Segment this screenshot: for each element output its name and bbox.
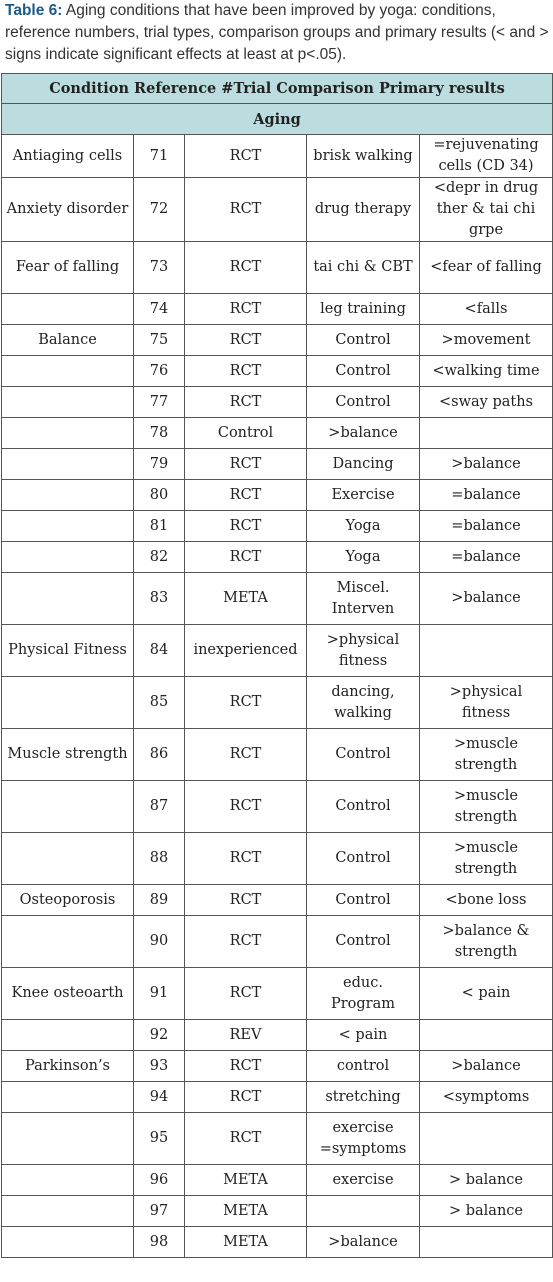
cell-result <box>420 1020 553 1051</box>
cell-comparison: Miscel. Interven <box>307 573 420 625</box>
table-row <box>2 449 553 480</box>
cell-condition <box>2 418 134 449</box>
cell-result: <sway paths <box>420 387 553 418</box>
cell-result: >balance <box>420 573 553 625</box>
table-row <box>2 1020 553 1051</box>
cell-trial: Control <box>185 418 307 449</box>
cell-trial: RCT <box>185 449 307 480</box>
cell-comparison <box>307 1196 420 1227</box>
table-header: Condition Reference #Trial Comparison Primary results <box>2 74 553 104</box>
cell-trial: RCT <box>185 833 307 885</box>
cell-condition: Knee osteoarth <box>2 968 134 1020</box>
cell-condition <box>2 573 134 625</box>
cell-trial: RCT <box>185 387 307 418</box>
table-row <box>2 729 553 781</box>
cell-ref: 94 <box>134 1082 185 1113</box>
caption-label: Table 6: <box>5 2 63 19</box>
cell-ref: 89 <box>134 885 185 916</box>
cell-condition <box>2 1227 134 1258</box>
table-row <box>2 135 553 178</box>
cell-condition: Fear of falling <box>2 242 134 294</box>
cell-trial: RCT <box>185 294 307 325</box>
cell-trial: RCT <box>185 885 307 916</box>
cell-result: > balance <box>420 1196 553 1227</box>
cell-condition: Balance <box>2 325 134 356</box>
aging-table <box>1 73 553 1258</box>
cell-trial: RCT <box>185 480 307 511</box>
cell-trial: META <box>185 573 307 625</box>
cell-condition <box>2 449 134 480</box>
cell-ref: 71 <box>134 135 185 178</box>
table-header-row <box>2 74 553 104</box>
cell-condition <box>2 833 134 885</box>
cell-comparison: brisk walking <box>307 135 420 178</box>
cell-condition: Physical Fitness <box>2 625 134 677</box>
cell-condition: Muscle strength <box>2 729 134 781</box>
cell-comparison: Exercise <box>307 480 420 511</box>
cell-trial: RCT <box>185 781 307 833</box>
cell-ref: 95 <box>134 1113 185 1165</box>
cell-trial: RCT <box>185 242 307 294</box>
table-row <box>2 178 553 242</box>
table-row <box>2 1082 553 1113</box>
cell-result <box>420 1113 553 1165</box>
cell-ref: 75 <box>134 325 185 356</box>
cell-comparison: >balance <box>307 418 420 449</box>
cell-result: =balance <box>420 511 553 542</box>
cell-result: =balance <box>420 542 553 573</box>
cell-ref: 88 <box>134 833 185 885</box>
table-row <box>2 916 553 968</box>
cell-ref: 85 <box>134 677 185 729</box>
table-row <box>2 833 553 885</box>
table-row <box>2 781 553 833</box>
cell-result: >muscle strength <box>420 781 553 833</box>
cell-ref: 90 <box>134 916 185 968</box>
cell-comparison: >balance <box>307 1227 420 1258</box>
cell-comparison: leg training <box>307 294 420 325</box>
table-row <box>2 511 553 542</box>
table-caption <box>5 0 551 66</box>
cell-ref: 81 <box>134 511 185 542</box>
cell-comparison: Control <box>307 729 420 781</box>
table-row <box>2 480 553 511</box>
cell-trial: RCT <box>185 135 307 178</box>
cell-trial: RCT <box>185 511 307 542</box>
cell-comparison: Control <box>307 387 420 418</box>
cell-ref: 83 <box>134 573 185 625</box>
cell-result <box>420 625 553 677</box>
cell-condition <box>2 511 134 542</box>
cell-condition: Parkinson’s <box>2 1051 134 1082</box>
cell-trial: META <box>185 1227 307 1258</box>
cell-condition <box>2 480 134 511</box>
cell-result: < pain <box>420 968 553 1020</box>
cell-comparison: educ. Program <box>307 968 420 1020</box>
cell-result: > balance <box>420 1165 553 1196</box>
cell-ref: 98 <box>134 1227 185 1258</box>
cell-trial: RCT <box>185 1051 307 1082</box>
table-row <box>2 885 553 916</box>
cell-result: =rejuvenating cells (CD 34) <box>420 135 553 178</box>
cell-trial: RCT <box>185 729 307 781</box>
caption-text: Aging conditions that have been improved by yoga: conditions, reference numbers, trial types, comparison groups and primary results (< and > signs indicate significant effects at least at p<.05). <box>5 2 549 63</box>
cell-result: <bone loss <box>420 885 553 916</box>
cell-result: >muscle strength <box>420 833 553 885</box>
cell-result: >muscle strength <box>420 729 553 781</box>
cell-ref: 86 <box>134 729 185 781</box>
cell-condition <box>2 677 134 729</box>
cell-condition <box>2 1113 134 1165</box>
cell-comparison: drug therapy <box>307 178 420 242</box>
cell-trial: RCT <box>185 1113 307 1165</box>
table-row <box>2 294 553 325</box>
cell-comparison: Yoga <box>307 542 420 573</box>
cell-comparison: Control <box>307 885 420 916</box>
cell-comparison: Control <box>307 833 420 885</box>
cell-trial: inexperienced <box>185 625 307 677</box>
cell-comparison: Control <box>307 916 420 968</box>
section-row <box>2 104 553 135</box>
table-row <box>2 242 553 294</box>
cell-trial: META <box>185 1196 307 1227</box>
table-row <box>2 356 553 387</box>
table-row <box>2 1196 553 1227</box>
cell-comparison: tai chi & CBT <box>307 242 420 294</box>
cell-condition: Anxiety disorder <box>2 178 134 242</box>
cell-result: <fear of falling <box>420 242 553 294</box>
cell-ref: 84 <box>134 625 185 677</box>
cell-ref: 78 <box>134 418 185 449</box>
cell-condition <box>2 781 134 833</box>
cell-ref: 97 <box>134 1196 185 1227</box>
cell-condition <box>2 1020 134 1051</box>
cell-result: <depr in drug ther & tai chi grpe <box>420 178 553 242</box>
table-row <box>2 573 553 625</box>
cell-trial: RCT <box>185 325 307 356</box>
cell-result: =balance <box>420 480 553 511</box>
cell-condition <box>2 356 134 387</box>
cell-ref: 96 <box>134 1165 185 1196</box>
cell-comparison: Control <box>307 356 420 387</box>
table-row <box>2 542 553 573</box>
cell-result <box>420 1227 553 1258</box>
cell-condition <box>2 1082 134 1113</box>
cell-condition: Osteoporosis <box>2 885 134 916</box>
table-row <box>2 387 553 418</box>
table-row <box>2 1165 553 1196</box>
cell-comparison: Control <box>307 325 420 356</box>
cell-comparison: < pain <box>307 1020 420 1051</box>
cell-ref: 76 <box>134 356 185 387</box>
cell-ref: 92 <box>134 1020 185 1051</box>
cell-ref: 91 <box>134 968 185 1020</box>
cell-ref: 72 <box>134 178 185 242</box>
cell-ref: 79 <box>134 449 185 480</box>
cell-ref: 77 <box>134 387 185 418</box>
cell-trial: RCT <box>185 968 307 1020</box>
cell-comparison: Dancing <box>307 449 420 480</box>
cell-condition <box>2 1165 134 1196</box>
table-row <box>2 325 553 356</box>
cell-condition <box>2 387 134 418</box>
cell-comparison: Control <box>307 781 420 833</box>
cell-comparison: stretching <box>307 1082 420 1113</box>
cell-result <box>420 418 553 449</box>
table-row <box>2 968 553 1020</box>
table-row <box>2 1051 553 1082</box>
cell-ref: 82 <box>134 542 185 573</box>
cell-trial: RCT <box>185 178 307 242</box>
cell-trial: RCT <box>185 916 307 968</box>
cell-condition <box>2 294 134 325</box>
cell-ref: 80 <box>134 480 185 511</box>
cell-trial: RCT <box>185 677 307 729</box>
cell-ref: 73 <box>134 242 185 294</box>
cell-condition <box>2 916 134 968</box>
cell-result: >balance <box>420 1051 553 1082</box>
cell-result: <walking time <box>420 356 553 387</box>
cell-result: <falls <box>420 294 553 325</box>
cell-ref: 74 <box>134 294 185 325</box>
table-row <box>2 418 553 449</box>
cell-result: <symptoms <box>420 1082 553 1113</box>
cell-trial: RCT <box>185 1082 307 1113</box>
cell-comparison: control <box>307 1051 420 1082</box>
cell-trial: REV <box>185 1020 307 1051</box>
cell-condition: Antiaging cells <box>2 135 134 178</box>
table-row <box>2 625 553 677</box>
cell-trial: RCT <box>185 542 307 573</box>
cell-comparison: Yoga <box>307 511 420 542</box>
cell-trial: META <box>185 1165 307 1196</box>
section-title: Aging <box>2 104 553 135</box>
cell-condition <box>2 1196 134 1227</box>
cell-result: >physical fitness <box>420 677 553 729</box>
table-row <box>2 1113 553 1165</box>
table-row <box>2 1227 553 1258</box>
cell-comparison: dancing, walking <box>307 677 420 729</box>
cell-result: >balance <box>420 449 553 480</box>
cell-trial: RCT <box>185 356 307 387</box>
cell-result: >movement <box>420 325 553 356</box>
cell-comparison: exercise <box>307 1165 420 1196</box>
cell-result: >balance & strength <box>420 916 553 968</box>
table-row <box>2 677 553 729</box>
cell-condition <box>2 542 134 573</box>
cell-comparison: exercise =symptoms <box>307 1113 420 1165</box>
cell-ref: 87 <box>134 781 185 833</box>
cell-ref: 93 <box>134 1051 185 1082</box>
cell-comparison: >physical fitness <box>307 625 420 677</box>
